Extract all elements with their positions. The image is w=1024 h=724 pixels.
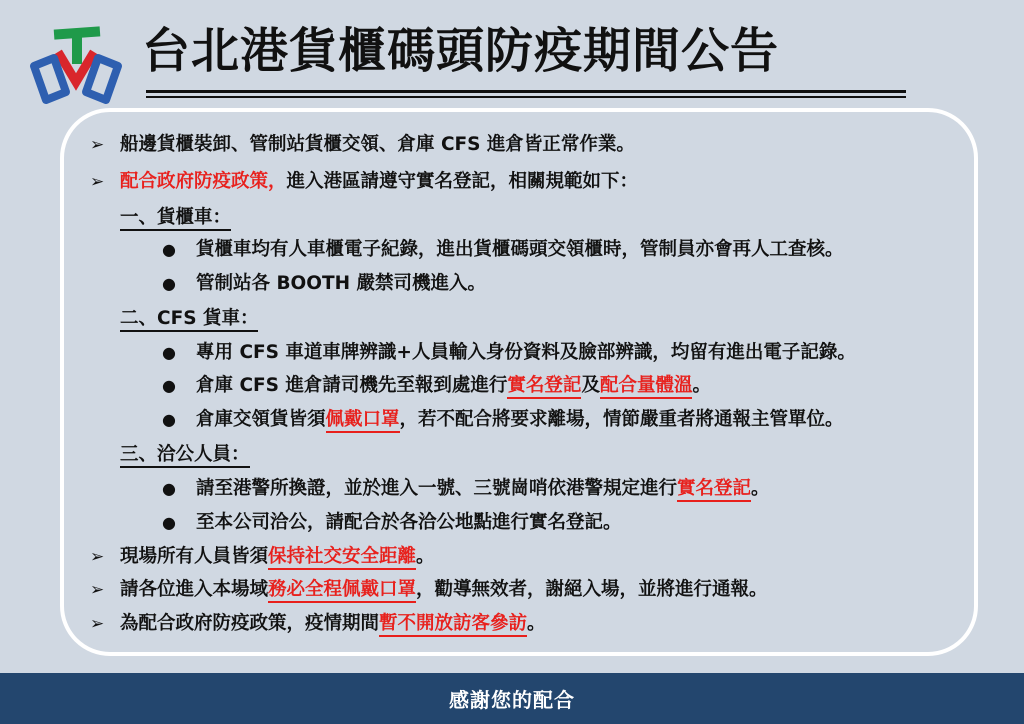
list-item: ● 倉庫 CFS 進倉請司機先至報到處進行實名登記及配合量體溫。: [162, 374, 711, 398]
list-item: ● 倉庫交領貨皆須佩戴口罩，若不配合將要求離場，情節嚴重者將通報主管單位。: [162, 408, 844, 432]
list-item: ● 請至港警所換證，並於進入一號、三號崗哨依港警規定進行實名登記。: [162, 477, 770, 501]
page-title: 台北港貨櫃碼頭防疫期間公告: [142, 23, 780, 79]
dot-bullet-icon: ●: [162, 274, 176, 293]
arrow-bullet-icon: ➢: [90, 614, 105, 634]
dot-bullet-icon: ●: [162, 240, 176, 259]
list-item: ● 至本公司洽公，請配合於各洽公地點進行實名登記。: [162, 512, 622, 533]
title-underline: [146, 90, 906, 93]
list-item: ● 專用 CFS 車道車牌辨識+人員輸入身份資料及臉部辨識，均留有進出電子記錄。: [162, 342, 856, 363]
footer-text: 感謝您的配合: [449, 688, 575, 712]
arrow-bullet-icon: ➢: [90, 547, 105, 567]
arrow-bullet-icon: ➢: [90, 172, 105, 192]
title-underline-secondary: [146, 96, 906, 98]
notice-item-4: ➢ 請各位進入本場域務必全程佩戴口罩，勸導無效者，謝絕入場，並將進行通報。: [90, 578, 768, 602]
notice-item-1: ➢ 船邊貨櫃裝卸、管制站貨櫃交領、倉庫 CFS 進倉皆正常作業。: [90, 134, 635, 155]
section-heading-trucks: 一、貨櫃車：: [120, 206, 231, 230]
notice-item-3: ➢ 現場所有人員皆須保持社交安全距離。: [90, 545, 435, 569]
dot-bullet-icon: ●: [162, 343, 176, 362]
list-item: ● 管制站各 BOOTH 嚴禁司機進入。: [162, 273, 487, 294]
dot-bullet-icon: ●: [162, 410, 176, 429]
notice-item-5: ➢ 為配合政府防疫政策，疫情期間暫不開放訪客參訪。: [90, 612, 546, 636]
list-item: ● 貨櫃車均有人車櫃電子紀錄，進出貨櫃碼頭交領櫃時，管制員亦會再人工查核。: [162, 239, 844, 260]
notice-item-2: ➢ 配合政府防疫政策，進入港區請遵守實名登記，相關規範如下：: [90, 171, 639, 192]
dot-bullet-icon: ●: [162, 513, 176, 532]
dot-bullet-icon: ●: [162, 479, 176, 498]
section-heading-visitors: 三、洽公人員：: [120, 443, 250, 467]
section-heading-cfs: 二、CFS 貨車：: [120, 307, 258, 331]
arrow-bullet-icon: ➢: [90, 135, 105, 155]
page-title-block: [142, 20, 902, 82]
company-logo-icon: [28, 22, 124, 106]
arrow-bullet-icon: ➢: [90, 580, 105, 600]
dot-bullet-icon: ●: [162, 376, 176, 395]
footer-banner: [0, 673, 1024, 724]
